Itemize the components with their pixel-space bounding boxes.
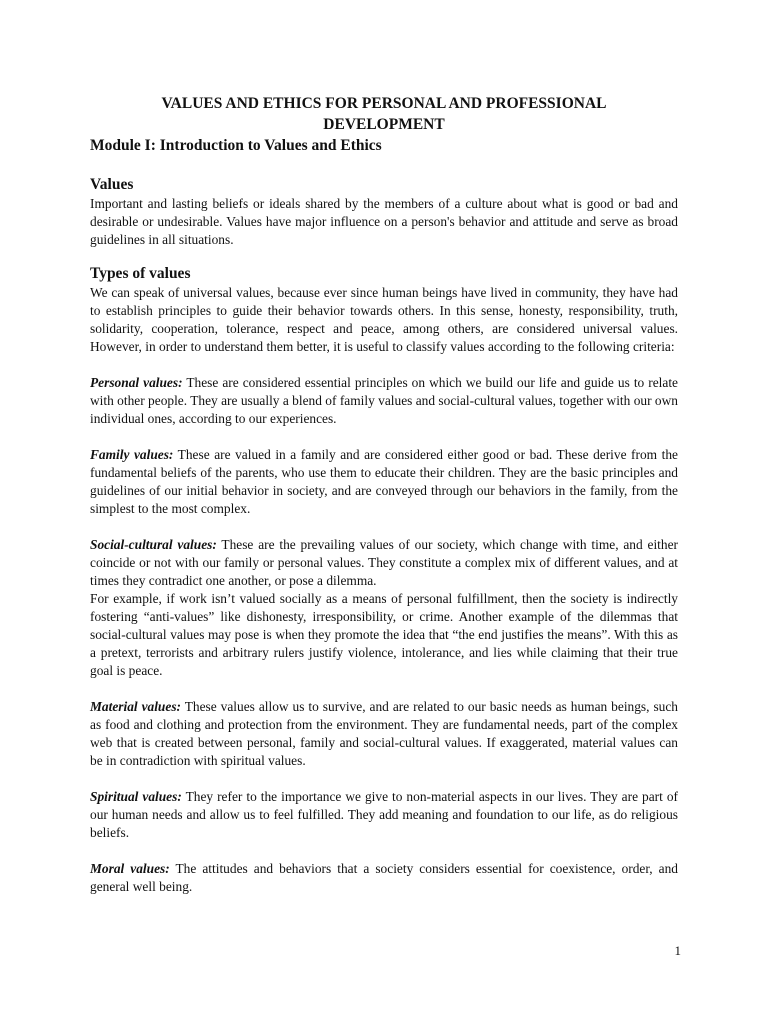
material-values-text: These values allow us to survive, and are related to our basic needs as human beings, such as food and clothing and protection from the environment. They are fundamental needs, part of the complex web that is created between personal, family and social-cultural values. If exaggerated, material values can be in contradiction with spiritual values. bbox=[90, 699, 678, 768]
moral-values-text: The attitudes and behaviors that a society considers essential for coexistence, order, and general well being. bbox=[90, 861, 679, 894]
spiritual-values-paragraph bbox=[90, 788, 678, 842]
family-values-text: These are valued in a family and are considered either good or bad. These derive from the fundamental beliefs of the parents, who use them to educate their children. They are the basic principles and guidelines of our initial behavior in society, and are conveyed through our behaviors in the family, from the simplest to the most complex. bbox=[90, 447, 678, 516]
types-of-values-heading: Types of values bbox=[90, 265, 191, 282]
page-content bbox=[90, 93, 678, 896]
social-cultural-values-paragraph bbox=[90, 536, 678, 590]
family-values-term: Family values: bbox=[90, 447, 174, 462]
types-intro-paragraph: We can speak of universal values, because ever since human beings have lived in community, they have had to establish principles to guide their behavior towards others. In this sense, honesty, responsibility, truth, solidarity, cooperation, tolerance, respect and peace, among others, are considered universal values. However, in order to understand them better, it is useful to classify values according to the following criteria: bbox=[90, 285, 678, 354]
material-values-paragraph bbox=[90, 698, 678, 770]
module-heading: Module I: Introduction to Values and Ethics bbox=[90, 137, 382, 154]
spiritual-values-term: Spiritual values: bbox=[90, 789, 182, 804]
document-title-line-1: VALUES AND ETHICS FOR PERSONAL AND PROFESSIONAL bbox=[161, 95, 607, 112]
document-title-line-2: DEVELOPMENT bbox=[323, 116, 445, 133]
values-definition: Important and lasting beliefs or ideals shared by the members of a culture about what is good or bad and desirable or undesirable. Values have major influence on a person's behavior and attitude and serve as broad guidelines in all situations. bbox=[90, 196, 678, 247]
document-title bbox=[90, 93, 678, 135]
personal-values-text: These are considered essential principles on which we build our life and guide us to relate with other people. They are usually a blend of family values and social-cultural values, together with our own individual ones, according to our experiences. bbox=[90, 375, 678, 426]
moral-values-term: Moral values: bbox=[90, 861, 170, 876]
moral-values-paragraph bbox=[90, 860, 678, 896]
social-cultural-values-text: These are the prevailing values of our society, which change with time, and either coincide or not with our family or personal values. They constitute a complex mix of different values, and at times they contradict one another, or pose a dilemma. bbox=[90, 537, 678, 588]
values-heading: Values bbox=[90, 176, 134, 193]
personal-values-term: Personal values: bbox=[90, 375, 183, 390]
page-number: 1 bbox=[674, 943, 681, 958]
material-values-term: Material values: bbox=[90, 699, 181, 714]
social-cultural-example-paragraph: For example, if work isn’t valued socially as a means of personal fulfillment, then the society is indirectly fostering “anti-values” like dishonesty, irresponsibility, or crime. Another example of the dilemmas that social-cultural values may pose is when they promote the idea that “the end justifies the means”. With this as a pretext, terrorists and arbitrary rulers justify violence, intolerance, and lies while claiming that their true goal is peace. bbox=[90, 591, 678, 678]
spiritual-values-text: They refer to the importance we give to non-material aspects in our lives. They are part of our human needs and allow us to feel fulfilled. They add meaning and foundation to our life, as do religious beliefs. bbox=[90, 789, 679, 840]
personal-values-paragraph bbox=[90, 374, 678, 428]
family-values-paragraph bbox=[90, 446, 678, 518]
social-cultural-values-term: Social-cultural values: bbox=[90, 537, 217, 552]
